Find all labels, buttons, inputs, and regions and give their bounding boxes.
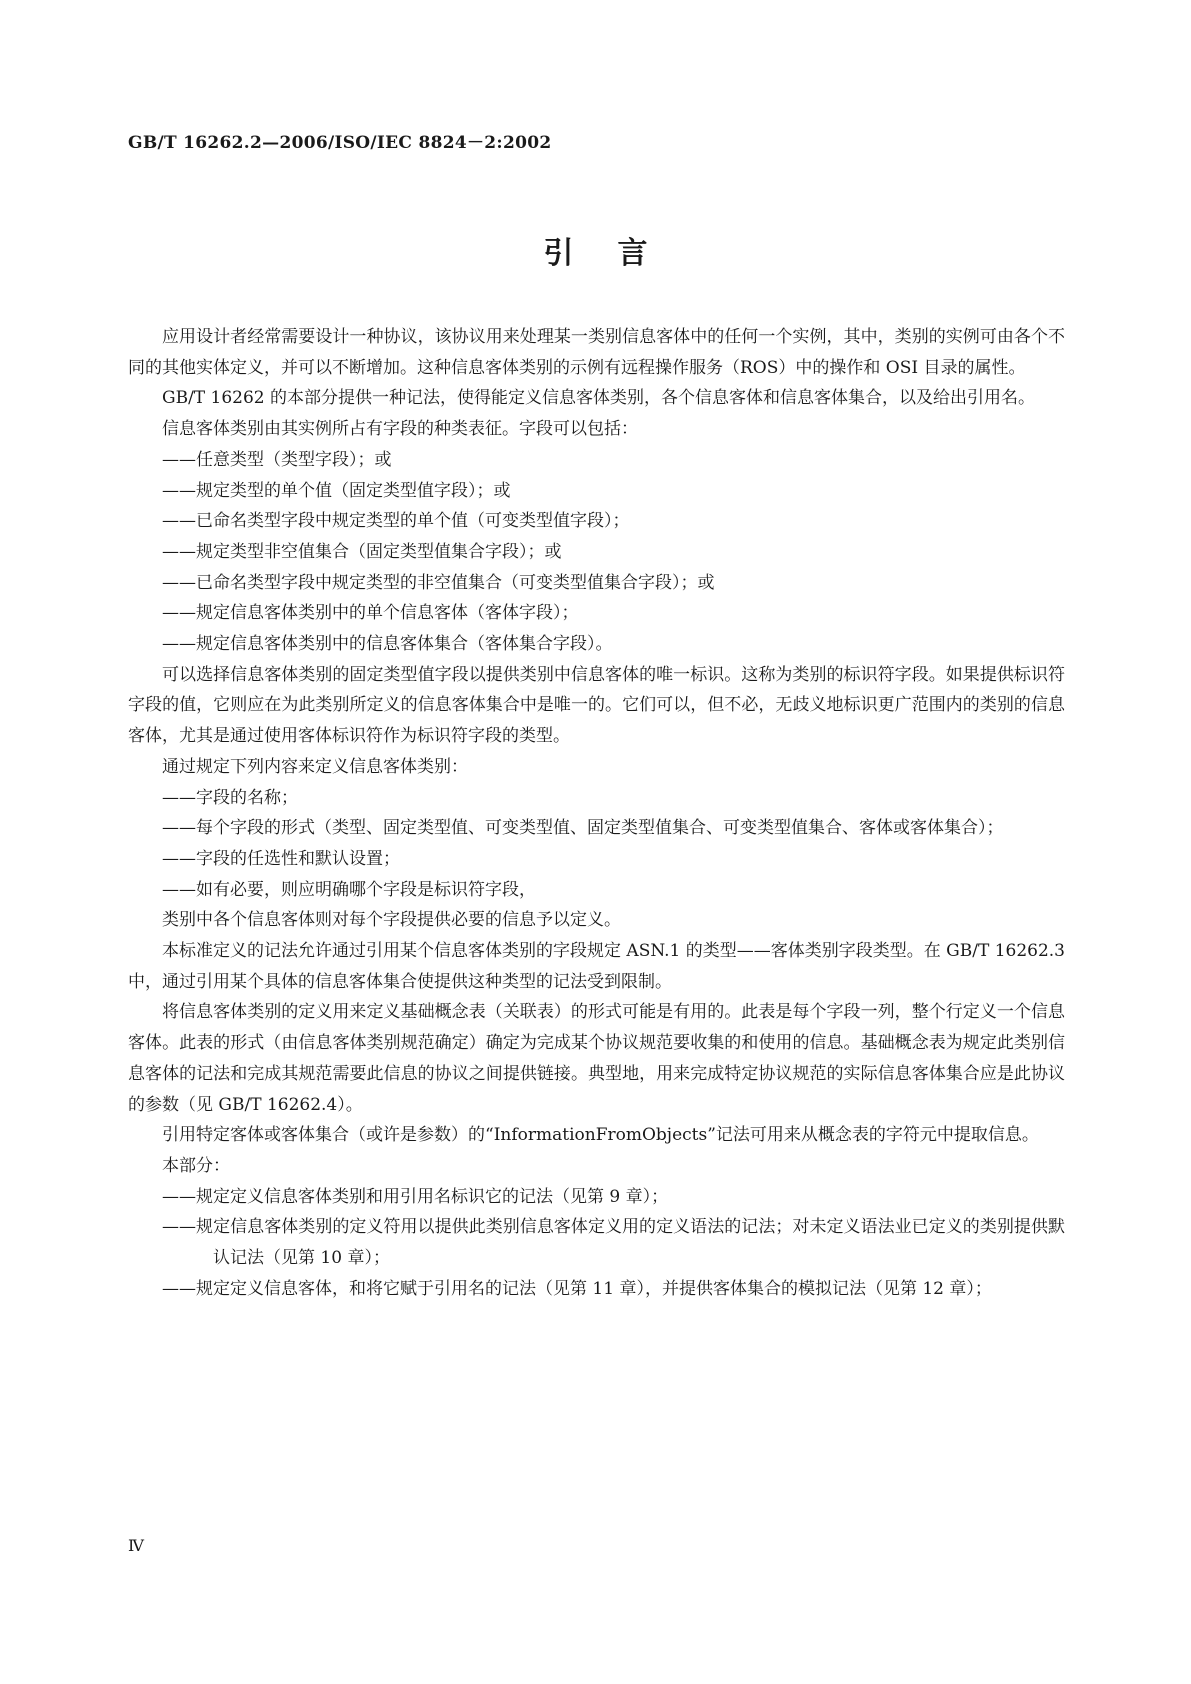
list-item: ——规定定义信息客体，和将它赋于引用名的记法（见第 11 章），并提供客体集合的模拟记法（见第 12 章）；	[162, 1278, 992, 1299]
paragraph: 应用设计者经常需要设计一种协议，该协议用来处理某一类别信息客体中的任何一个实例，其中，类别的实例可由各个不同的其他实体定义，并可以不断增加。这种信息客体类别的示例有远程操作服务（ROS）中的操作和 OSI 目录的属性。	[128, 327, 1065, 378]
paragraph: 可以选择信息客体类别的固定类型值字段以提供类别中信息客体的唯一标识。这称为类别的标识符字段。如果提供标识符字段的值，它则应在为此类别所定义的信息客体集合中是唯一的。它们可以，但不必，无歧义地标识更广范围内的类别的信息客体，尤其是通过使用客体标识符作为标识符字段的类型。	[128, 664, 1065, 747]
list-item: ——规定信息客体类别中的单个信息客体（客体字段）；	[162, 603, 579, 624]
list-item: ——字段的任选性和默认设置；	[162, 848, 400, 869]
list-item: ——已命名类型字段中规定类型的非空值集合（可变类型值集合字段）；或	[162, 572, 715, 593]
list-item: ——如有必要，则应明确哪个字段是标识符字段，	[162, 879, 536, 900]
paragraph: 类别中各个信息客体则对每个字段提供必要的信息予以定义。	[162, 910, 621, 931]
standard-code-header: GB/T 16262.2—2006/ISO/IEC 8824－2:2002	[128, 133, 552, 153]
paragraph: 通过规定下列内容来定义信息客体类别：	[162, 756, 468, 777]
paragraph: 引用特定客体或客体集合（或许是参数）的“InformationFromObjects”记法可用来从概念表的字符元中提取信息。	[162, 1125, 1039, 1146]
list-item: ——已命名类型字段中规定类型的单个值（可变类型值字段）；	[162, 511, 630, 532]
paragraph: 将信息客体类别的定义用来定义基础概念表（关联表）的形式可能是有用的。此表是每个字段一列，整个行定义一个信息客体。此表的形式（由信息客体类别规范确定）确定为完成某个协议规范要收集的和使用的信息。基础概念表为规定此类别信息客体的记法和完成其规范需要此信息的协议之间提供链接。典型地，用来完成特定协议规范的实际信息客体集合应是此协议的参数（见 GB/T 16262.4）。	[128, 1002, 1065, 1115]
paragraph: 信息客体类别由其实例所占有字段的种类表征。字段可以包括：	[162, 419, 638, 440]
list-item: ——规定信息客体类别中的信息客体集合（客体集合字段）。	[162, 634, 613, 655]
paragraph: GB/T 16262 的本部分提供一种记法，使得能定义信息客体类别，各个信息客体和信息客体集合，以及给出引用名。	[162, 388, 1036, 409]
page-title: 引言	[543, 236, 692, 271]
document-body	[128, 322, 1065, 1305]
list-item: ——每个字段的形式（类型、固定类型值、可变类型值、固定类型值集合、可变类型值集合、客体或客体集合）；	[162, 818, 1004, 839]
list-item: ——规定类型的单个值（固定类型值字段）；或	[162, 480, 511, 501]
page-number: Ⅳ	[128, 1536, 144, 1555]
list-item: ——任意类型（类型字段）；或	[162, 449, 392, 470]
list-item: ——规定类型非空值集合（固定类型值集合字段）；或	[162, 541, 562, 562]
list-item: ——规定定义信息客体类别和用引用名标识它的记法（见第 9 章）；	[162, 1186, 669, 1207]
list-item: ——字段的名称；	[162, 787, 298, 808]
paragraph: 本标准定义的记法允许通过引用某个信息客体类别的字段规定 ASN.1 的类型——客体类别字段类型。在 GB/T 16262.3 中，通过引用某个具体的信息客体集合使提供这种类型的记法受到限制。	[128, 941, 1065, 992]
paragraph: 本部分：	[162, 1155, 230, 1176]
list-item: ——规定信息客体类别的定义符用以提供此类别信息客体定义用的定义语法的记法；对未定义语法业已定义的类别提供默认记法（见第 10 章）；	[162, 1217, 1065, 1269]
